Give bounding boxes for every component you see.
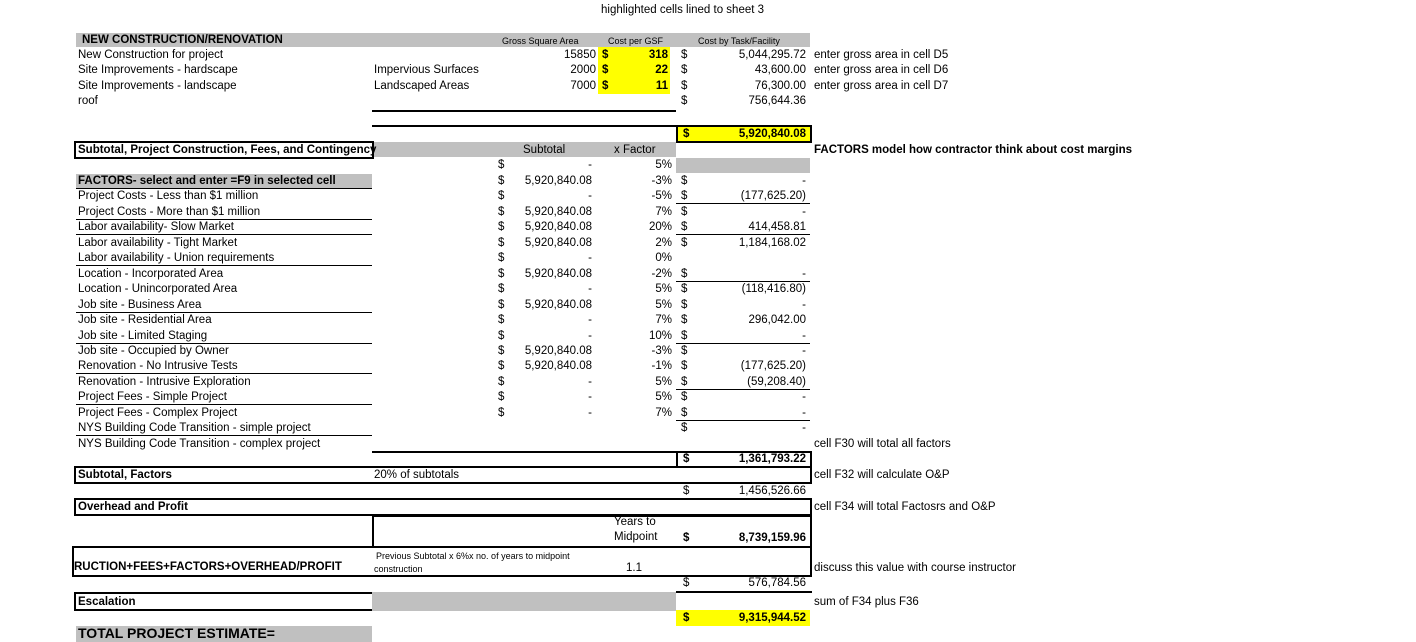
row-label: Site Improvements - hardscape xyxy=(78,64,238,77)
currency-symbol: $ xyxy=(602,49,609,61)
factor-subtotal: 5,920,840.08 xyxy=(524,344,592,357)
factor-cost[interactable]: 1,184,168.02 xyxy=(738,236,806,249)
factor-cost[interactable]: (177,625.20) xyxy=(740,360,806,373)
currency-symbol: $ xyxy=(498,360,505,373)
currency-symbol: $ xyxy=(498,283,505,296)
factor-label: Job site - Limited Staging xyxy=(78,329,208,342)
currency-symbol: $ xyxy=(498,267,505,280)
factor-cost[interactable]: - xyxy=(802,267,806,280)
total-label-text: TOTAL PROJECT ESTIMATE= xyxy=(78,625,275,641)
midpoint-label: Midpoint xyxy=(614,531,658,543)
col-cost-per-gsf: Cost per GSF xyxy=(608,36,664,46)
currency-symbol: $ xyxy=(681,175,688,187)
col-cost-by-task: Cost by Task/Facility xyxy=(698,36,780,46)
factor-subtotal: - xyxy=(588,375,592,388)
factor-label: NYS Building Code Transition - simple project xyxy=(78,422,311,435)
currency-symbol: $ xyxy=(498,190,505,203)
factor-label: Job site - Business Area xyxy=(78,298,202,311)
factor-percent[interactable]: 7% xyxy=(655,406,672,419)
currency-symbol: $ xyxy=(498,375,505,388)
row-label: Site Improvements - landscape xyxy=(78,79,237,92)
factor-percent[interactable]: 7% xyxy=(655,314,672,327)
currency-symbol: $ xyxy=(683,485,690,497)
factor-percent[interactable]: 7% xyxy=(655,205,672,218)
factor-percent[interactable]: 5% xyxy=(655,375,672,388)
factor-subtotal: 5,920,840.08 xyxy=(524,267,592,280)
currency-symbol: $ xyxy=(498,314,505,327)
currency-symbol: $ xyxy=(498,329,505,342)
factor-label: NYS Building Code Transition - complex project xyxy=(78,437,321,450)
currency-symbol: $ xyxy=(498,344,505,357)
note: enter gross area in cell D7 xyxy=(814,79,949,92)
currency-symbol: $ xyxy=(498,252,505,265)
factor-subtotal: 5,920,840.08 xyxy=(524,360,592,373)
currency-symbol: $ xyxy=(498,391,505,404)
currency-symbol: $ xyxy=(681,344,688,357)
factor-cost[interactable]: 296,042.00 xyxy=(748,314,806,327)
top-note: highlighted cells lined to sheet 3 xyxy=(601,4,765,16)
factor-percent[interactable]: -3% xyxy=(651,175,672,187)
currency-symbol: $ xyxy=(681,94,688,107)
subtotal-value: - xyxy=(588,159,592,171)
col-subtotal: Subtotal xyxy=(523,144,566,156)
factor-label: Location - Unincorporated Area xyxy=(78,283,238,296)
col-gross-square-area: Gross Square Area xyxy=(502,36,579,46)
factor-subtotal: - xyxy=(588,329,592,342)
construction-fees-total: 8,739,159.96 xyxy=(738,532,806,544)
factor-label: Project Fees - Complex Project xyxy=(78,406,238,419)
factor-percent[interactable]: -1% xyxy=(651,360,672,373)
currency-symbol: $ xyxy=(681,236,688,249)
row-description: Impervious Surfaces xyxy=(374,64,479,77)
factor-percent[interactable]: -3% xyxy=(651,344,672,357)
row-label: New Construction for project xyxy=(78,49,224,61)
note: cell F30 will total all factors xyxy=(814,437,951,450)
factor-percent[interactable]: 5% xyxy=(655,283,672,296)
factor-percent[interactable]: 0% xyxy=(655,252,672,265)
factor-label: Renovation - No Intrusive Tests xyxy=(78,360,238,373)
factor-label: Project Fees - Simple Project xyxy=(78,391,227,404)
currency-symbol: $ xyxy=(681,391,688,404)
row-description: Landscaped Areas xyxy=(374,79,470,92)
currency-symbol: $ xyxy=(602,79,609,92)
divider xyxy=(676,591,812,593)
factor-subtotal: 5,920,840.08 xyxy=(524,175,592,187)
factor-label: Renovation - Intrusive Exploration xyxy=(78,375,251,388)
row-label: roof xyxy=(78,94,98,107)
total-project-estimate-label xyxy=(76,626,372,642)
factor-percent[interactable]: -5% xyxy=(651,190,672,203)
factor-subtotal: - xyxy=(588,252,592,265)
currency-symbol: $ xyxy=(681,221,688,234)
escalation-desc-2: construction xyxy=(374,564,423,574)
factor-subtotal: 5,920,840.08 xyxy=(524,298,592,311)
factor-percent[interactable]: 2% xyxy=(655,236,672,249)
note: cell F34 will total Factosrs and O&P xyxy=(814,501,996,513)
subtotal-title: Subtotal, Project Construction, Fees, and Contingency xyxy=(78,144,377,156)
gross-area-input[interactable]: 2000 xyxy=(570,64,596,77)
note: discuss this value with course instructor xyxy=(814,562,1016,574)
cost-per-gsf[interactable]: 22 xyxy=(655,64,668,77)
factor-subtotal: 5,920,840.08 xyxy=(524,236,592,249)
factor-percent[interactable]: 5% xyxy=(655,391,672,404)
currency-symbol: $ xyxy=(683,532,690,544)
gross-area-input[interactable]: 7000 xyxy=(570,79,596,92)
factor-subtotal: - xyxy=(588,314,592,327)
factor-label: Project Costs - More than $1 million xyxy=(78,205,261,218)
factors-note: FACTORS model how contractor think about cost margins xyxy=(814,144,1132,156)
cost-per-gsf[interactable]: 318 xyxy=(648,49,668,61)
divider xyxy=(372,451,676,453)
factor-cost[interactable]: - xyxy=(802,205,806,218)
factor-cost[interactable]: - xyxy=(802,175,806,187)
currency-symbol: $ xyxy=(681,79,688,92)
currency-symbol: $ xyxy=(681,64,688,77)
construction-title: NEW CONSTRUCTION/RENOVATION xyxy=(82,34,283,46)
factor-cost[interactable]: 414,458.81 xyxy=(748,221,806,234)
note: enter gross area in cell D6 xyxy=(814,64,949,77)
factor-cost[interactable]: (177,625.20) xyxy=(740,190,806,203)
note: cell F32 will calculate O&P xyxy=(814,469,950,481)
factor-label: Labor availability - Union requirements xyxy=(78,252,275,265)
factor-cost[interactable]: - xyxy=(802,329,806,342)
currency-symbol: $ xyxy=(681,283,688,296)
factor-label: Job site - Residential Area xyxy=(78,314,212,327)
factor-cost[interactable]: (118,416.80) xyxy=(741,283,806,296)
currency-symbol: $ xyxy=(498,205,505,218)
gray-cell xyxy=(372,592,676,611)
currency-symbol: $ xyxy=(681,298,688,311)
factor-cost[interactable]: (59,208.40) xyxy=(747,375,806,388)
factor-subtotal: - xyxy=(588,391,592,404)
factor-percent[interactable]: 10% xyxy=(648,329,672,342)
gross-area-input[interactable]: 15850 xyxy=(564,49,596,61)
currency-symbol: $ xyxy=(683,128,690,140)
currency-symbol: $ xyxy=(681,360,688,373)
years-value[interactable]: 1.1 xyxy=(626,562,642,574)
subtotal-factors-label: Subtotal, Factors xyxy=(78,469,172,481)
construction-total-label: RUCTION+FEES+FACTORS+OVERHEAD/PROFIT xyxy=(74,561,342,573)
factor-cost[interactable]: - xyxy=(802,406,806,419)
overhead-profit-value[interactable]: 1,456,526.66 xyxy=(738,485,806,497)
factor-label: Labor availability - Tight Market xyxy=(78,236,238,249)
subtotal-factors-desc: 20% of subtotals xyxy=(374,469,460,481)
currency-symbol: $ xyxy=(681,190,688,203)
factor-label: Job site - Occupied by Owner xyxy=(78,344,229,357)
currency-symbol: $ xyxy=(498,221,505,234)
factor-cost[interactable]: - xyxy=(802,422,806,435)
currency-symbol: $ xyxy=(498,236,505,249)
currency-symbol: $ xyxy=(681,314,688,327)
divider xyxy=(372,125,676,127)
factor-cost[interactable]: - xyxy=(802,298,806,311)
gray-cell xyxy=(676,158,810,173)
factor-subtotal: 5,920,840.08 xyxy=(524,221,592,234)
currency-symbol: $ xyxy=(498,175,505,187)
factor-percent[interactable]: 20% xyxy=(648,221,672,234)
currency-symbol: $ xyxy=(681,329,688,342)
note: enter gross area in cell D5 xyxy=(814,49,949,61)
years-label: Years to xyxy=(614,516,656,528)
factor-percent[interactable]: -2% xyxy=(651,267,672,280)
currency-symbol: $ xyxy=(683,453,690,465)
currency-symbol: $ xyxy=(681,205,688,218)
factor-percent[interactable]: 5% xyxy=(655,298,672,311)
factor-subtotal: - xyxy=(588,283,592,296)
currency-symbol: $ xyxy=(683,612,690,624)
currency-symbol: $ xyxy=(498,406,505,419)
factor-subtotal: - xyxy=(588,190,592,203)
cost-by-task: 5,044,295.72 xyxy=(738,49,806,61)
currency-symbol: $ xyxy=(498,298,505,311)
currency-symbol: $ xyxy=(681,406,688,419)
factor-label: Project Costs - Less than $1 million xyxy=(78,190,259,203)
currency-symbol: $ xyxy=(498,159,505,171)
currency-symbol: $ xyxy=(602,64,609,77)
factor-label: Location - Incorporated Area xyxy=(78,267,224,280)
overhead-label: Overhead and Profit xyxy=(78,501,188,513)
cost-per-gsf[interactable]: 11 xyxy=(655,79,668,92)
cost-by-task: 76,300.00 xyxy=(754,79,806,92)
factors-title: FACTORS- select and enter =F9 in selected cell xyxy=(78,175,336,187)
escalation-value[interactable]: 576,784.56 xyxy=(748,577,806,589)
currency-symbol: $ xyxy=(681,375,688,388)
col-x-factor: x Factor xyxy=(614,144,656,156)
factor-subtotal: - xyxy=(588,406,592,419)
currency-symbol: $ xyxy=(683,577,690,589)
escalation-desc: Previous Subtotal x 6%x no. of years to midpoint xyxy=(376,551,570,561)
note: sum of F34 plus F36 xyxy=(814,596,919,608)
currency-symbol: $ xyxy=(681,422,688,435)
escalation-label: Escalation xyxy=(78,596,136,608)
cost-by-task: 43,600.00 xyxy=(754,64,806,77)
currency-symbol: $ xyxy=(681,49,688,61)
factor-value[interactable]: 5% xyxy=(655,159,672,171)
cost-by-task: 756,644.36 xyxy=(748,94,806,107)
grand-total: 9,315,944.52 xyxy=(738,612,806,624)
currency-symbol: $ xyxy=(681,267,688,280)
construction-total: 5,920,840.08 xyxy=(738,128,806,140)
factor-cost[interactable]: - xyxy=(802,391,806,404)
factor-subtotal: 5,920,840.08 xyxy=(524,205,592,218)
divider xyxy=(372,110,676,112)
factors-total: 1,361,793.22 xyxy=(738,453,806,465)
factor-label: Labor availability- Slow Market xyxy=(78,221,234,234)
factor-cost[interactable]: - xyxy=(802,344,806,357)
